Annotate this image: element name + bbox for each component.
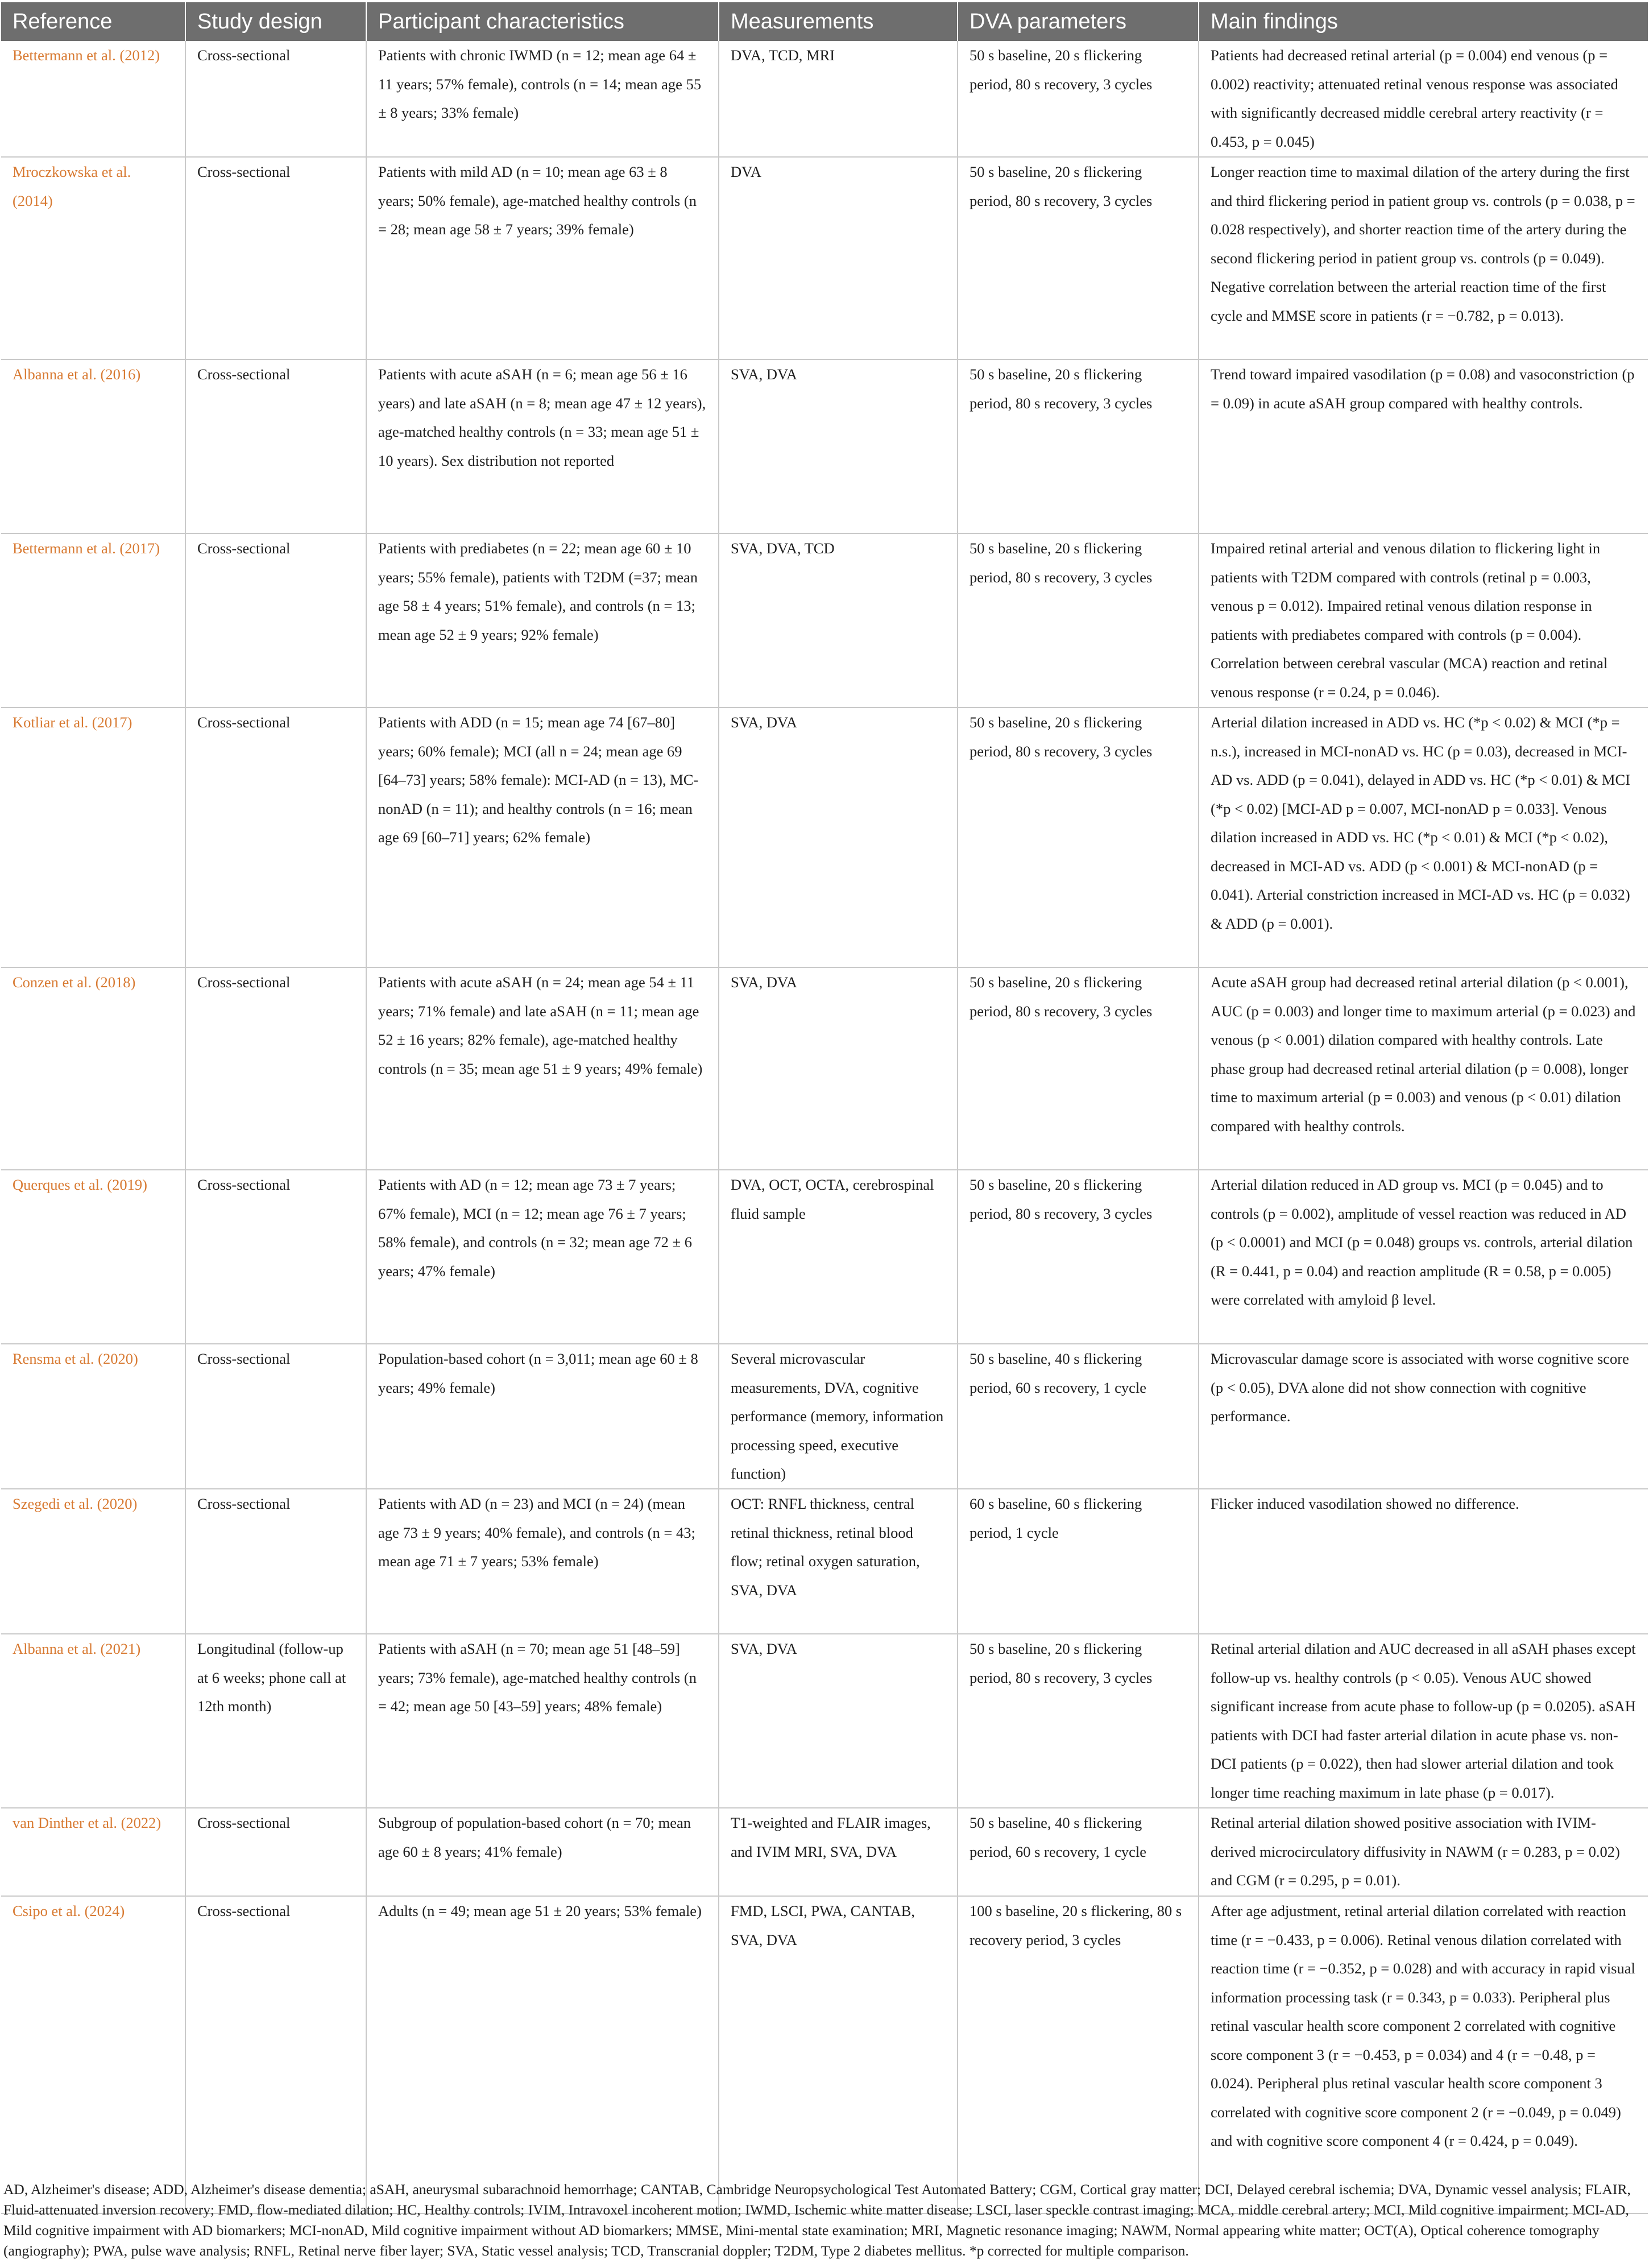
participants-cell: Adults (n = 49; mean age 51 ± 20 years; 53% female): [366, 1896, 719, 2213]
main-findings-cell: Flicker induced vasodilation showed no difference.: [1199, 1489, 1648, 1634]
header-row: [1, 2, 1648, 41]
dva-parameters-cell: 50 s baseline, 40 s flickering period, 60 s recovery, 1 cycle: [958, 1344, 1199, 1489]
participants-cell: Patients with AD (n = 23) and MCI (n = 24) (mean age 73 ± 9 years; 40% female), and controls (n = 43; mean age 71 ± 7 years; 53% female): [366, 1489, 719, 1634]
measurements-cell: OCT: RNFL thickness, central retinal thickness, retinal blood flow; retinal oxygen saturation, SVA, DVA: [719, 1489, 958, 1634]
header-dva-parameters: DVA parameters: [958, 2, 1199, 41]
reference-link[interactable]: Mroczkowska et al. (2014): [1, 157, 185, 359]
main-findings-cell: Longer reaction time to maximal dilation of the artery during the first and third flickering period in patient group vs. controls (p = 0.038, p = 0.028 respectively), and shorter reaction time of the artery during the second flickering period in patient group vs. controls (p = 0.049). Negative correlation between the arterial reaction time of the first cycle and MMSE score in patients (r = −0.782, p = 0.013).: [1199, 157, 1648, 359]
table-row: [1, 1896, 1648, 2213]
participants-cell: Subgroup of population-based cohort (n = 70; mean age 60 ± 8 years; 41% female): [366, 1808, 719, 1896]
study-design-cell: Cross-sectional: [185, 1344, 366, 1489]
reference-link[interactable]: Kotliar et al. (2017): [1, 707, 185, 967]
reference-link[interactable]: Albanna et al. (2021): [1, 1634, 185, 1808]
reference-link[interactable]: Szegedi et al. (2020): [1, 1489, 185, 1634]
study-design-cell: Longitudinal (follow-up at 6 weeks; phone call at 12th month): [185, 1634, 366, 1808]
measurements-cell: T1-weighted and FLAIR images, and IVIM MRI, SVA, DVA: [719, 1808, 958, 1896]
dva-parameters-cell: 50 s baseline, 40 s flickering period, 60 s recovery, 1 cycle: [958, 1808, 1199, 1896]
header-measurements: Measurements: [719, 2, 958, 41]
measurements-cell: DVA, OCT, OCTA, cerebrospinal fluid sample: [719, 1170, 958, 1344]
study-design-cell: Cross-sectional: [185, 1170, 366, 1344]
dva-parameters-cell: 50 s baseline, 20 s flickering period, 80 s recovery, 3 cycles: [958, 967, 1199, 1170]
measurements-cell: SVA, DVA: [719, 1634, 958, 1808]
study-design-cell: Cross-sectional: [185, 41, 366, 157]
study-table: [1, 2, 1648, 2214]
participants-cell: Patients with acute aSAH (n = 6; mean age 56 ± 16 years) and late aSAH (n = 8; mean age 47 ± 12 years), age-matched healthy controls (n = 33; mean age 51 ± 10 years). Sex distribution not reported: [366, 359, 719, 533]
participants-cell: Patients with mild AD (n = 10; mean age 63 ± 8 years; 50% female), age-matched healthy controls (n = 28; mean age 58 ± 7 years; 39% female): [366, 157, 719, 359]
study-design-cell: Cross-sectional: [185, 967, 366, 1170]
participants-cell: Patients with chronic IWMD (n = 12; mean age 64 ± 11 years; 57% female), controls (n = 14; mean age 55 ± 8 years; 33% female): [366, 41, 719, 157]
header-main-findings: Main findings: [1199, 2, 1648, 41]
main-findings-cell: Microvascular damage score is associated with worse cognitive score (p < 0.05), DVA alone did not show connection with cognitive performance.: [1199, 1344, 1648, 1489]
table-row: [1, 967, 1648, 1170]
participants-cell: Patients with aSAH (n = 70; mean age 51 [48–59] years; 73% female), age-matched healthy controls (n = 42; mean age 50 [43–59] years; 48% female): [366, 1634, 719, 1808]
table-row: [1, 41, 1648, 157]
header-reference: Reference: [1, 2, 185, 41]
study-design-cell: Cross-sectional: [185, 1808, 366, 1896]
reference-link[interactable]: Csipo et al. (2024): [1, 1896, 185, 2213]
participants-cell: Patients with acute aSAH (n = 24; mean age 54 ± 11 years; 71% female) and late aSAH (n = 11; mean age 52 ± 16 years; 82% female), age-matched healthy controls (n = 35; mean age 51 ± 9 years; 49% female): [366, 967, 719, 1170]
measurements-cell: DVA: [719, 157, 958, 359]
table-footnote: AD, Alzheimer's disease; ADD, Alzheimer's disease dementia; aSAH, aneurysmal subarachnoid hemorrhage; CANTAB, Cambridge Neuropsychological Test Automated Battery; CGM, Cortical gray matter; DCI, Delayed cerebral ischemia; DVA, Dynamic vessel analysis; FLAIR, Fluid-attenuated inversion recovery; FMD, flow-mediated dilation; HC, Healthy controls; IVIM, Intravoxel incoherent motion; IWMD, Ischemic white matter disease; LSCI, laser speckle contrast imaging; MCA, middle cerebral artery; MCI, Mild cognitive impairment; MCI-AD, Mild cognitive impairment with AD biomarkers; MCI-nonAD, Mild cognitive impairment without AD biomarkers; MMSE, Mini-mental state examination; MRI, Magnetic resonance imaging; NAWM, Normal appearing white matter; OCT(A), Optical coherence tomography (angiography); PWA, pulse wave analysis; RNFL, Retinal nerve fiber layer; SVA, Static vessel analysis; TCD, Transcranial doppler; T2DM, Type 2 diabetes mellitus. *p corrected for multiple comparison.: [3, 2181, 1631, 2259]
main-findings-cell: Impaired retinal arterial and venous dilation to flickering light in patients with T2DM compared with controls (retinal p = 0.003, venous p = 0.012). Impaired retinal venous dilation response in patients with prediabetes compared with controls (p = 0.004). Correlation between cerebral vascular (MCA) reaction and retinal venous response (r = 0.24, p = 0.046).: [1199, 533, 1648, 707]
dva-parameters-cell: 50 s baseline, 20 s flickering period, 80 s recovery, 3 cycles: [958, 1634, 1199, 1808]
measurements-cell: SVA, DVA, TCD: [719, 533, 958, 707]
dva-parameters-cell: 50 s baseline, 20 s flickering period, 80 s recovery, 3 cycles: [958, 157, 1199, 359]
review-table-container: [1, 2, 1648, 2214]
dva-parameters-cell: 60 s baseline, 60 s flickering period, 1 cycle: [958, 1489, 1199, 1634]
table-row: [1, 533, 1648, 707]
header-study-design: Study design: [185, 2, 366, 41]
measurements-cell: Several microvascular measurements, DVA, cognitive performance (memory, information processing speed, executive function): [719, 1344, 958, 1489]
reference-link[interactable]: van Dinther et al. (2022): [1, 1808, 185, 1896]
study-design-cell: Cross-sectional: [185, 1489, 366, 1634]
main-findings-cell: Retinal arterial dilation showed positive association with IVIM-derived microcirculatory diffusivity in NAWM (r = 0.283, p = 0.02) and CGM (r = 0.295, p = 0.01).: [1199, 1808, 1648, 1896]
main-findings-cell: Arterial dilation increased in ADD vs. HC (*p < 0.02) & MCI (*p = n.s.), increased in MCI-nonAD vs. HC (p = 0.03), decreased in MCI-AD vs. ADD (p = 0.041), delayed in ADD vs. HC (*p < 0.01) & MCI (*p < 0.02) [MCI-AD p = 0.007, MCI-nonAD p = 0.033]. Venous dilation increased in ADD vs. HC (*p < 0.01) & MCI (*p < 0.02), decreased in MCI-AD vs. ADD (p < 0.001) & MCI-nonAD (p = 0.041). Arterial constriction increased in MCI-AD vs. HC (p = 0.032) & ADD (p = 0.001).: [1199, 707, 1648, 967]
dva-parameters-cell: 50 s baseline, 20 s flickering period, 80 s recovery, 3 cycles: [958, 707, 1199, 967]
participants-cell: Population-based cohort (n = 3,011; mean age 60 ± 8 years; 49% female): [366, 1344, 719, 1489]
study-design-cell: Cross-sectional: [185, 533, 366, 707]
participants-cell: Patients with AD (n = 12; mean age 73 ± 7 years; 67% female), MCI (n = 12; mean age 76 ± 7 years; 58% female), and controls (n = 32; mean age 72 ± 6 years; 47% female): [366, 1170, 719, 1344]
main-findings-cell: Retinal arterial dilation and AUC decreased in all aSAH phases except follow-up vs. healthy controls (p < 0.05). Venous AUC showed significant increase from acute phase to follow-up (p = 0.0205). aSAH patients with DCI had faster arterial dilation in acute phase vs. non-DCI patients (p = 0.022), then had slower arterial dilation and took longer time reaching maximum in late phase (p = 0.017).: [1199, 1634, 1648, 1808]
reference-link[interactable]: Bettermann et al. (2012): [1, 41, 185, 157]
reference-link[interactable]: Albanna et al. (2016): [1, 359, 185, 533]
reference-link[interactable]: Bettermann et al. (2017): [1, 533, 185, 707]
measurements-cell: SVA, DVA: [719, 967, 958, 1170]
table-row: [1, 1634, 1648, 1808]
measurements-cell: FMD, LSCI, PWA, CANTAB, SVA, DVA: [719, 1896, 958, 2213]
measurements-cell: DVA, TCD, MRI: [719, 41, 958, 157]
main-findings-cell: Arterial dilation reduced in AD group vs. MCI (p = 0.045) and to controls (p = 0.002), amplitude of vessel reaction was reduced in AD (p < 0.0001) and MCI (p = 0.048) groups vs. controls, arterial dilation (R = 0.441, p = 0.04) and reaction amplitude (R = 0.58, p = 0.005) were correlated with amyloid β level.: [1199, 1170, 1648, 1344]
participants-cell: Patients with prediabetes (n = 22; mean age 60 ± 10 years; 55% female), patients with T2DM (=37; mean age 58 ± 4 years; 51% female), and controls (n = 13; mean age 52 ± 9 years; 92% female): [366, 533, 719, 707]
table-row: [1, 1170, 1648, 1344]
table-row: [1, 1489, 1648, 1634]
table-row: [1, 359, 1648, 533]
participants-cell: Patients with ADD (n = 15; mean age 74 [67–80] years; 60% female); MCI (all n = 24; mean age 69 [64–73] years; 58% female): MCI-AD (n = 13), MC-nonAD (n = 11); and healthy controls (n = 16; mean age 69 [60–71] years; 62% female): [366, 707, 719, 967]
reference-link[interactable]: Conzen et al. (2018): [1, 967, 185, 1170]
study-design-cell: Cross-sectional: [185, 707, 366, 967]
study-design-cell: Cross-sectional: [185, 1896, 366, 2213]
dva-parameters-cell: 50 s baseline, 20 s flickering period, 80 s recovery, 3 cycles: [958, 359, 1199, 533]
table-row: [1, 157, 1648, 359]
measurements-cell: SVA, DVA: [719, 359, 958, 533]
reference-link[interactable]: Querques et al. (2019): [1, 1170, 185, 1344]
study-design-cell: Cross-sectional: [185, 359, 366, 533]
measurements-cell: SVA, DVA: [719, 707, 958, 967]
dva-parameters-cell: 50 s baseline, 20 s flickering period, 80 s recovery, 3 cycles: [958, 533, 1199, 707]
main-findings-cell: Acute aSAH group had decreased retinal arterial dilation (p < 0.001), AUC (p = 0.003) and longer time to maximum arterial (p = 0.023) and venous (p < 0.001) dilation compared with healthy controls. Late phase group had decreased retinal arterial dilation (p = 0.008), longer time to maximum arterial (p = 0.003) and venous (p < 0.01) dilation compared with healthy controls.: [1199, 967, 1648, 1170]
main-findings-cell: Patients had decreased retinal arterial (p = 0.004) end venous (p = 0.002) reactivity; attenuated retinal venous response was associated with significantly decreased middle cerebral artery reactivity (r = 0.453, p = 0.045): [1199, 41, 1648, 157]
dva-parameters-cell: 50 s baseline, 20 s flickering period, 80 s recovery, 3 cycles: [958, 1170, 1199, 1344]
study-design-cell: Cross-sectional: [185, 157, 366, 359]
table-row: [1, 1808, 1648, 1896]
reference-link[interactable]: Rensma et al. (2020): [1, 1344, 185, 1489]
dva-parameters-cell: 50 s baseline, 20 s flickering period, 80 s recovery, 3 cycles: [958, 41, 1199, 157]
table-row: [1, 707, 1648, 967]
header-participant-characteristics: Participant characteristics: [366, 2, 719, 41]
main-findings-cell: After age adjustment, retinal arterial dilation correlated with reaction time (r = −0.433, p = 0.006). Retinal venous dilation correlated with reaction time (r = −0.352, p = 0.028) and with accuracy in rapid visual information processing task (r = 0.343, p = 0.033). Peripheral plus retinal vascular health score component 2 correlated with cognitive score component 3 (r = −0.453, p = 0.034) and 4 (r = −0.48, p = 0.024). Peripheral plus retinal vascular health score component 3 correlated with cognitive score component 2 (r = −0.049, p = 0.049) and with cognitive score component 4 (r = 0.424, p = 0.049).: [1199, 1896, 1648, 2213]
dva-parameters-cell: 100 s baseline, 20 s flickering, 80 s recovery period, 3 cycles: [958, 1896, 1199, 2213]
main-findings-cell: Trend toward impaired vasodilation (p = 0.08) and vasoconstriction (p = 0.09) in acute aSAH group compared with healthy controls.: [1199, 359, 1648, 533]
table-row: [1, 1344, 1648, 1489]
